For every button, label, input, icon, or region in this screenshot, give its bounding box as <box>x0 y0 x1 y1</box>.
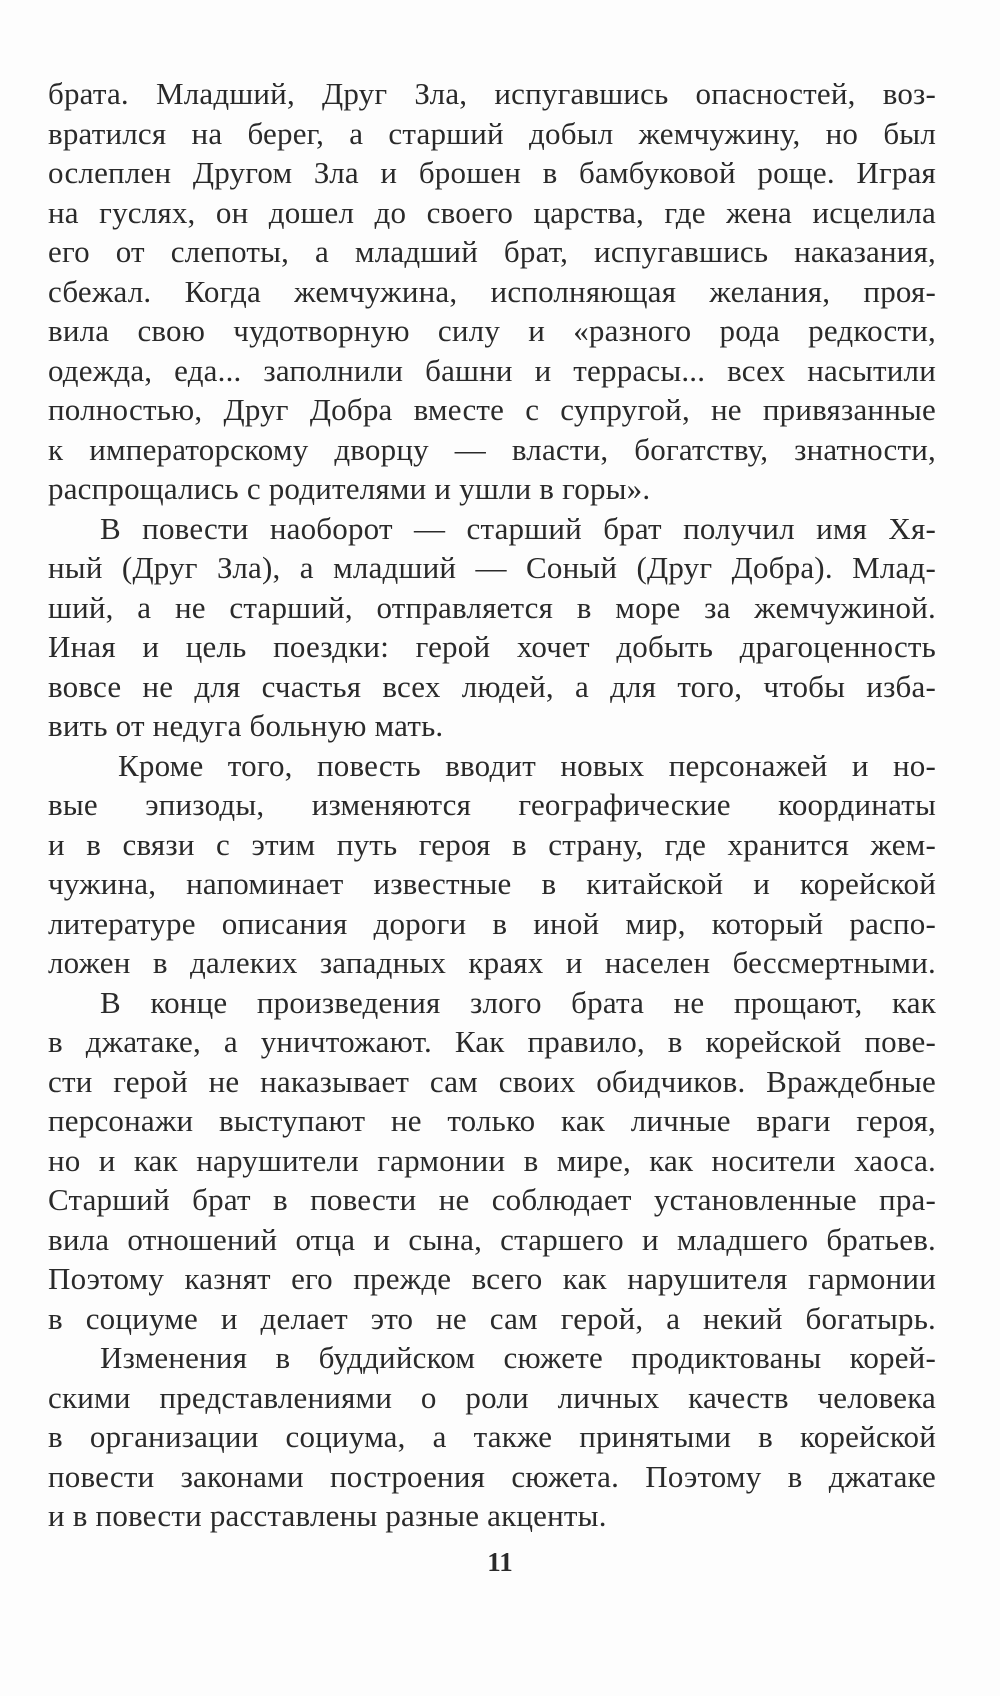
text-line: вила свою чудотворную силу и «разного рода редкости, <box>48 313 936 348</box>
text-line: но и как нарушители гармонии в мире, как носители хаоса. <box>48 1142 936 1178</box>
body-text <box>48 74 936 1536</box>
text-line: В повести наоборот — старший брат получил имя Хя- <box>100 510 936 546</box>
text-line: вые эпизоды, изменяются географические координаты <box>48 787 936 822</box>
text-line: одежда, еда... заполнили башни и террасы... всех насытили <box>48 352 936 388</box>
text-line: в джатаке, а уничтожают. Как правило, в корейской пове- <box>48 1024 936 1059</box>
text-line: в организации социума, а также принятыми в корейской <box>48 1419 936 1454</box>
text-line: Кроме того, повесть вводит новых персонажей и но- <box>118 747 936 783</box>
text-line: персонажи выступают не только как личные враги героя, <box>48 1103 936 1138</box>
text-line: литературе описания дороги в иной мир, который распо- <box>48 905 936 941</box>
text-line: Старший брат в повести не соблюдает установленные пра- <box>48 1182 936 1217</box>
text-line: к императорскому дворцу — власти, богатству, знатности, <box>48 431 936 467</box>
text-line: ший, а не старший, отправляется в море за жемчужиной. <box>48 589 936 625</box>
text-line: в социуме и делает это не сам герой, а некий богатырь. <box>48 1300 936 1336</box>
text-line: вовсе не для счастья всех людей, а для того, чтобы изба- <box>48 668 936 704</box>
text-line: и в связи с этим путь героя в страну, где хранится жем- <box>48 826 936 862</box>
text-line: его от слепоты, а младший брат, испугавшись наказания, <box>48 234 936 269</box>
text-line: ложен в далеких западных краях и населен бессмертными. <box>48 945 936 980</box>
text-line: распрощались с родителями и ушли в горы». <box>48 471 651 506</box>
text-line: вратился на берег, а старший добыл жемчужину, но был <box>48 115 936 151</box>
page-number: 11 <box>487 1547 513 1577</box>
text-line: ослеплен Другом Зла и брошен в бамбуковой роще. Играя <box>48 155 936 190</box>
text-line: повести законами построения сюжета. Поэтому в джатаке <box>48 1458 936 1494</box>
text-line: брата. Младший, Друг Зла, испугавшись опасностей, воз- <box>48 76 936 111</box>
text-line: сти герой не наказывает сам своих обидчиков. Враждебные <box>48 1063 936 1099</box>
text-line: полностью, Друг Добра вместе с супругой, не привязанные <box>48 392 936 427</box>
text-line: Изменения в буддийском сюжете продиктованы корей- <box>100 1340 936 1375</box>
text-line: ный (Друг Зла), а младший — Соный (Друг Добра). Млад- <box>48 550 936 585</box>
text-line: Поэтому казнят его прежде всего как нарушителя гармонии <box>48 1261 936 1296</box>
text-line: В конце произведения злого брата не прощают, как <box>100 984 936 1020</box>
text-line: сбежал. Когда жемчужина, исполняющая желания, проя- <box>48 273 936 309</box>
text-line: вить от недуга больную мать. <box>48 708 444 743</box>
text-line: скими представлениями о роли личных качеств человека <box>48 1379 936 1415</box>
text-line: Иная и цель поездки: герой хочет добыть драгоценность <box>48 629 936 664</box>
text-line: вила отношений отца и сына, старшего и младшего братьев. <box>48 1221 936 1257</box>
text-line: и в повести расставлены разные акценты. <box>48 1498 607 1533</box>
text-line: на гуслях, он дошел до своего царства, где жена исцелила <box>48 194 936 230</box>
text-line: чужина, напоминает известные в китайской и корейской <box>48 866 936 901</box>
